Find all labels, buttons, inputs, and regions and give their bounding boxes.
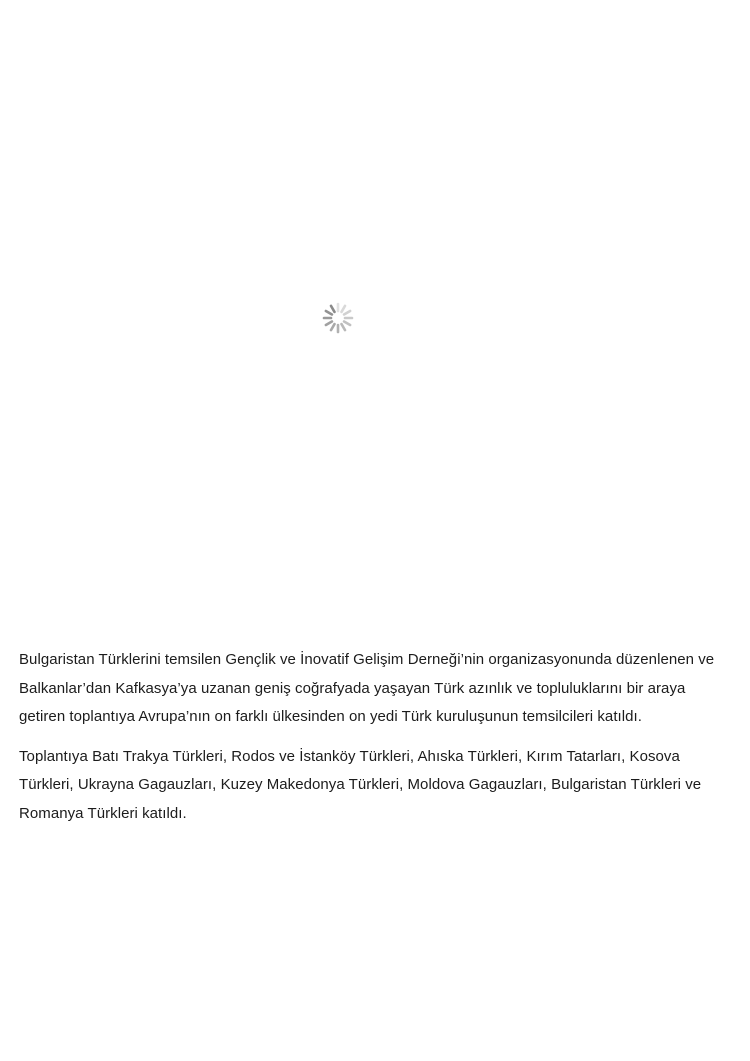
spinner-spoke [344, 322, 350, 326]
spinner-spoke [342, 324, 346, 330]
spinner-spoke [331, 324, 335, 330]
spinner-spoke [326, 322, 332, 326]
loading-spinner-icon [322, 302, 354, 334]
spinner-spoke [326, 311, 332, 315]
article-body [19, 646, 733, 839]
spinner-spoke [342, 306, 346, 312]
article-paragraph: Bulgaristan Türklerini temsilen Gençlik ve İnovatif Gelişim Derneği’nin organizasyonunda düzenlenen ve Balkanlar’dan Kafkasya’ya uzanan geniş coğrafyada yaşayan Türk azınlık ve topluluklarını bir araya getiren toplantıya Avrupa’nın on farklı ülkesinden on yedi Türk kuruluşunun temsilcileri katıldı. [19, 651, 715, 725]
spinner-spoke [331, 306, 335, 312]
article-paragraph: Toplantıya Batı Trakya Türkleri, Rodos ve İstanköy Türkleri, Ahıska Türkleri, Kırım Tatarları, Kosova Türkleri, Ukrayna Gagauzları, Kuzey Makedonya Türkleri, Moldova Gagauzları, Bulgaristan Türkleri ve Romanya Türkleri katıldı. [19, 747, 702, 822]
spinner-spoke [344, 311, 350, 315]
